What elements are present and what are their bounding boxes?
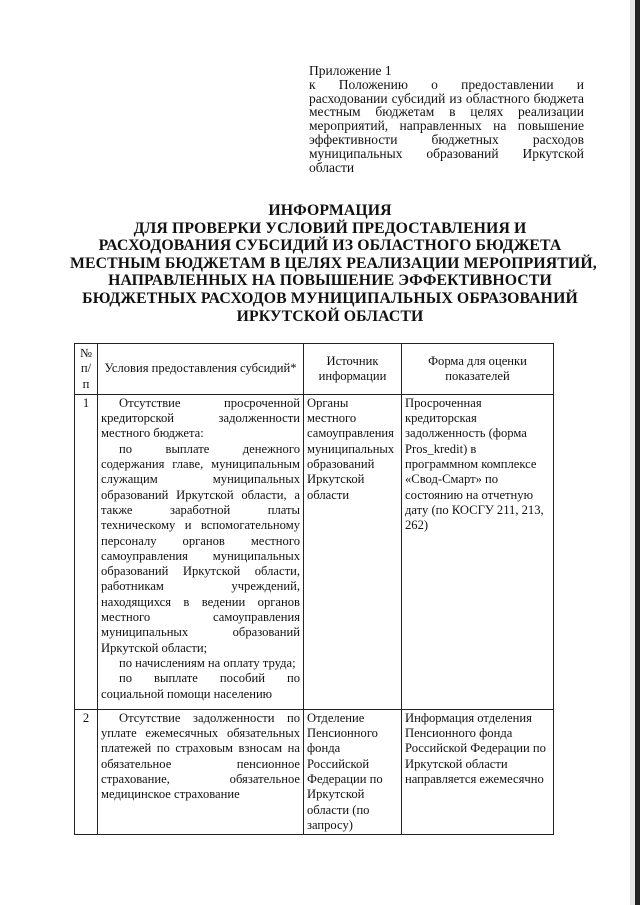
row-condition bbox=[98, 709, 304, 834]
header-form: Форма для оценки показателей bbox=[402, 344, 554, 395]
row-source: Органы местного самоуправления муниципальных образований Иркутской области bbox=[304, 394, 402, 709]
title-line: ИРКУТСКОЙ ОБЛАСТИ bbox=[236, 307, 424, 325]
condition-paragraph: по начислениям на оплату труда; bbox=[119, 655, 296, 670]
header-num: № п/п bbox=[75, 344, 98, 395]
document-title bbox=[70, 202, 597, 325]
appendix-text: к Положению о предоставлении и расходовании субсидий из областного бюджета местным бюджетам в целях реализации мероприятий, направленных на повышение эффективности бюджетных расходов муниципальных образований Иркутской области bbox=[309, 76, 584, 175]
row-number: 2 bbox=[75, 709, 98, 834]
row-number: 1 bbox=[75, 394, 98, 709]
condition-paragraph: по выплате денежного содержания главе, муниципальным служащим муниципальных образований Иркутской области, а также заработной платы техническому и вспомогательному персоналу органов местного самоуправления муниципальных образований Иркутской области, работникам учреждений, находящихся в ведении органов местного самоуправления муниципальных образований Иркутской области; bbox=[101, 441, 300, 655]
title-line: ИНФОРМАЦИЯ bbox=[268, 202, 392, 219]
table-row bbox=[75, 394, 554, 709]
scan-border bbox=[630, 0, 640, 905]
title-line: ДЛЯ ПРОВЕРКИ УСЛОВИЙ ПРЕДОСТАВЛЕНИЯ И bbox=[133, 219, 527, 237]
table-row bbox=[75, 709, 554, 834]
title-line: МЕСТНЫМ БЮДЖЕТАМ В ЦЕЛЯХ РЕАЛИЗАЦИИ МЕРОПРИЯТИЙ, bbox=[70, 254, 597, 272]
title-line: РАСХОДОВАНИЯ СУБСИДИЙ ИЗ ОБЛАСТНОГО БЮДЖЕТА bbox=[98, 237, 562, 255]
condition-paragraph: Отсутствие задолженности по уплате ежемесячных обязательных платежей по страховым взносам на обязательное пенсионное страхование, обязательное медицинское страхование bbox=[101, 710, 300, 802]
header-source: Источник информации bbox=[304, 344, 402, 395]
table-header-row bbox=[75, 344, 554, 395]
conditions-table bbox=[74, 343, 554, 835]
appendix-note bbox=[309, 64, 584, 174]
title-line: БЮДЖЕТНЫХ РАСХОДОВ МУНИЦИПАЛЬНЫХ ОБРАЗОВАНИЙ bbox=[82, 289, 578, 307]
title-line: НАПРАВЛЕННЫХ НА ПОВЫШЕНИЕ ЭФФЕКТИВНОСТИ bbox=[108, 272, 552, 290]
row-form: Просроченная кредиторская задолженность (форма Pros_kredit) в программном комплексе «Свод-Смарт» по состоянию на отчетную дату (по КОСГУ 211, 213, 262) bbox=[402, 394, 554, 709]
row-source: Отделение Пенсионного фонда Российской Федерации по Иркутской области (по запросу) bbox=[304, 709, 402, 834]
appendix-heading: Приложение 1 bbox=[309, 63, 392, 78]
header-condition: Условия предоставления субсидий* bbox=[98, 344, 304, 395]
row-form: Информация отделения Пенсионного фонда Российской Федерации по Иркутской области направляется ежемесячно bbox=[402, 709, 554, 834]
row-condition bbox=[98, 394, 304, 709]
condition-paragraph: по выплате пособий по социальной помощи населению bbox=[101, 671, 300, 701]
condition-paragraph: Отсутствие просроченной кредиторской задолженности местного бюджета: bbox=[101, 395, 300, 441]
